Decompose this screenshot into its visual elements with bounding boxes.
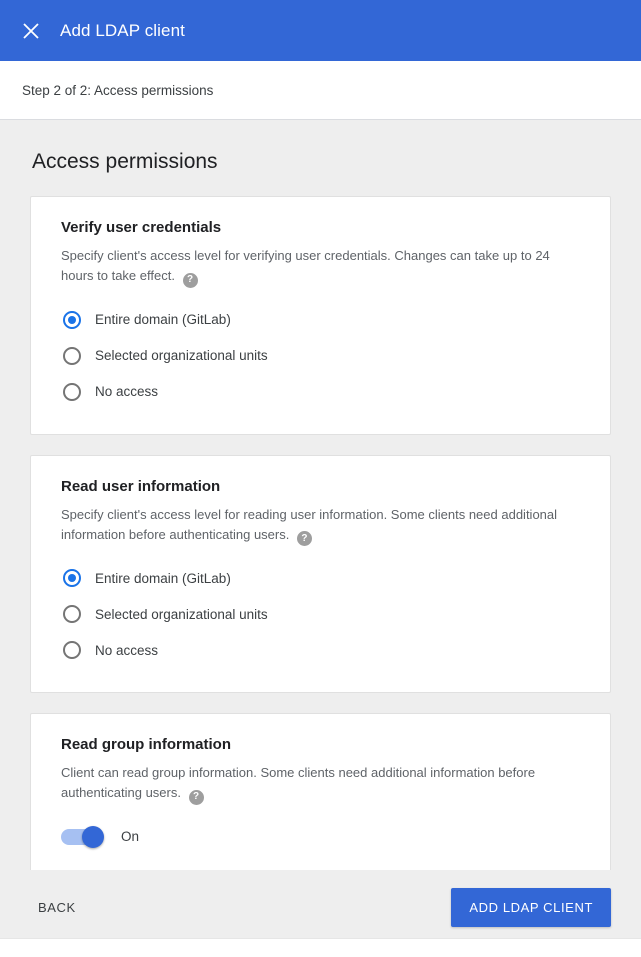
group-information-toggle[interactable] — [61, 829, 103, 845]
card-read-group-information — [30, 713, 611, 870]
radio-option-no-access[interactable] — [61, 632, 580, 668]
help-icon[interactable]: ? — [183, 273, 198, 288]
toggle-label: On — [121, 829, 140, 844]
radio-button[interactable] — [63, 383, 81, 401]
dialog-header — [0, 0, 641, 61]
radio-button[interactable] — [63, 605, 81, 623]
dialog-title: Add LDAP client — [60, 20, 185, 40]
card-description — [61, 505, 561, 547]
radio-button[interactable] — [63, 641, 81, 659]
card-read-user-information — [30, 455, 611, 694]
card-title: Read group information — [61, 736, 231, 753]
radio-option-entire-domain[interactable] — [61, 560, 580, 596]
card-description — [61, 246, 561, 288]
radio-label: Entire domain (GitLab) — [95, 570, 231, 586]
card-description-text: Specify client's access level for reading user information. Some clients need additional information before authenticating users. — [61, 506, 558, 542]
radio-button[interactable] — [63, 311, 81, 329]
card-description — [61, 763, 561, 805]
help-icon[interactable]: ? — [189, 790, 204, 805]
card-title: Read user information — [61, 477, 221, 495]
card-description-text: Specify client's access level for verifying user credentials. Changes can take up to 24 hours to take effect. — [61, 248, 550, 283]
radio-label: Entire domain (GitLab) — [95, 312, 231, 327]
step-indicator-text: Step 2 of 2: Access permissions — [22, 82, 214, 98]
radio-option-selected-org-units[interactable] — [61, 338, 580, 374]
back-button[interactable]: BACK — [30, 890, 84, 925]
toggle-knob — [82, 826, 104, 848]
dialog-footer — [0, 870, 641, 938]
radio-option-selected-org-units[interactable] — [61, 596, 580, 632]
bottom-strip — [0, 938, 641, 957]
step-indicator-bar — [0, 61, 641, 120]
card-title: Verify user credentials — [61, 219, 222, 236]
card-verify-user-credentials — [30, 196, 611, 435]
radio-label: No access — [95, 642, 159, 658]
radio-button[interactable] — [63, 569, 81, 587]
page-title: Access permissions — [32, 150, 218, 173]
add-ldap-client-button[interactable]: ADD LDAP CLIENT — [451, 888, 611, 927]
radio-option-entire-domain[interactable] — [61, 302, 580, 338]
dialog-content — [0, 120, 641, 870]
close-icon[interactable] — [18, 18, 44, 44]
help-icon[interactable]: ? — [297, 531, 312, 546]
radio-label: Selected organizational units — [95, 606, 268, 622]
radio-button[interactable] — [63, 347, 81, 365]
radio-option-no-access[interactable] — [61, 374, 580, 410]
radio-label: No access — [95, 384, 159, 399]
radio-label: Selected organizational units — [95, 348, 268, 363]
group-information-toggle-row — [61, 819, 580, 855]
card-description-text: Client can read group information. Some clients need additional information before authenticating users. — [61, 765, 536, 800]
